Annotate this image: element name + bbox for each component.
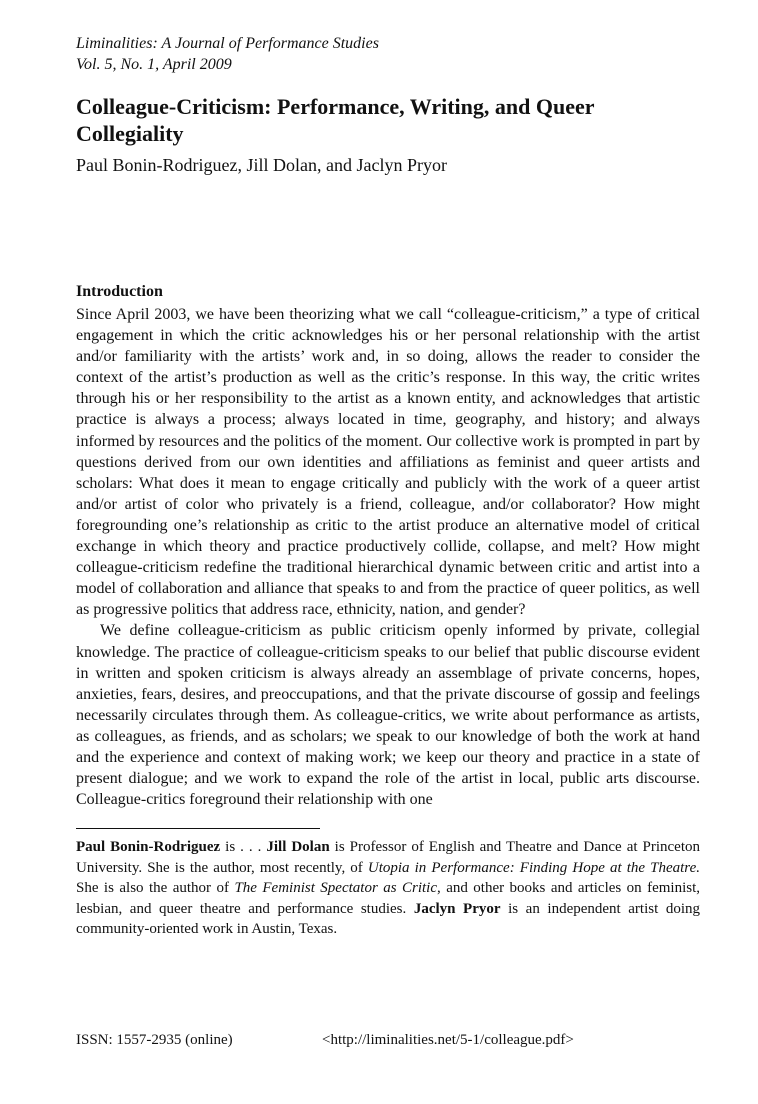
footnote-text-5: is an independent artist doing community-oriented work in Austin, Texas. xyxy=(76,900,700,938)
article-title: Colleague-Criticism: Performance, Writing, and Queer Collegiality xyxy=(76,94,595,146)
footnote-author-3: Jaclyn Pryor xyxy=(413,900,501,917)
footnote-author-2: Jill Dolan xyxy=(266,839,330,856)
body-paragraph-2: We define colleague-criticism as public criticism openly informed by private, collegial knowledge. The practice of colleague-criticism speaks to our belief that public discourse evident in written and spoken criticism is always already an assemblage of private concerns, hopes, anxieties, fears, desires, and preoccupations, and that the private discourse of gossip and feelings necessarily circulates through them. As colleague-critics, we write about performance as artists, as colleagues, as friends, and as scholars; we speak to our knowledge of both the work at hand and the experience and context of making work; we keep our theory and practice in a state of present dialogue; and we work to expand the role of the artist in local, public arts discourse. Colleague-critics foreground their relationship with one xyxy=(76,622,700,809)
footnote-text-2: is Professor of English and Theatre and Dance at Princeton University. She is the author, most recently, of xyxy=(76,839,700,876)
footnote-text-4: , and other books and articles on feminist, lesbian, and queer theatre and performance studies. xyxy=(76,880,701,917)
author-footnote xyxy=(76,837,700,940)
footnote-text-1: is . . . xyxy=(220,839,267,856)
journal-name: Liminalities: A Journal of Performance Studies xyxy=(76,35,379,52)
footnote-text-3: She is also the author of xyxy=(76,880,235,897)
body-paragraph-1: Since April 2003, we have been theorizing what we call “colleague-criticism,” a type of critical engagement in which the critic acknowledges his or her personal relationship with the artist and/or familiarity with the artists’ work and, in so doing, allows the reader to consider the context of the artist’s production as well as the critic’s response. In this way, the critic writes through his or her responsibility to the artist as a known entity, and acknowledges that artistic practice is always a process; always located in time, geography, and history; and always informed by resources and the politics of the moment. Our collective work is prompted in part by questions derived from our own identities and affiliations as feminist and queer artists and scholars: What does it mean to engage critically and publicly with the work of a queer artist and/or artist of color who privately is a friend, colleague, and/or collaborator? How might foregrounding one’s relationship as critic to the artist produce an alternative model of critical exchange in which theory and practice productively collide, collapse, and melt? How might colleague-criticism redefine the traditional hierarchical dynamic between critic and artist into a model of collaboration and alliance that speaks to and from the practice of queer politics, as well as progressive politics that address race, ethnicity, nation, and gender? xyxy=(76,306,700,619)
article-authors: Paul Bonin-Rodriguez, Jill Dolan, and Jaclyn Pryor xyxy=(76,155,447,175)
section-heading: Introduction xyxy=(76,283,163,300)
article-url[interactable]: <http://liminalities.net/5-1/colleague.pdf> xyxy=(322,1032,574,1048)
footnote-book-2: The Feminist Spectator as Critic xyxy=(234,880,438,897)
article-page xyxy=(76,33,700,940)
footnote-book-1: Utopia in Performance: Finding Hope at the Theatre. xyxy=(367,859,700,876)
footnote-author-1: Paul Bonin-Rodriguez xyxy=(76,839,221,856)
issn-label: ISSN: 1557-2935 (online) xyxy=(76,1032,233,1048)
footnote-divider xyxy=(76,828,320,829)
journal-issue: Vol. 5, No. 1, April 2009 xyxy=(76,56,232,73)
